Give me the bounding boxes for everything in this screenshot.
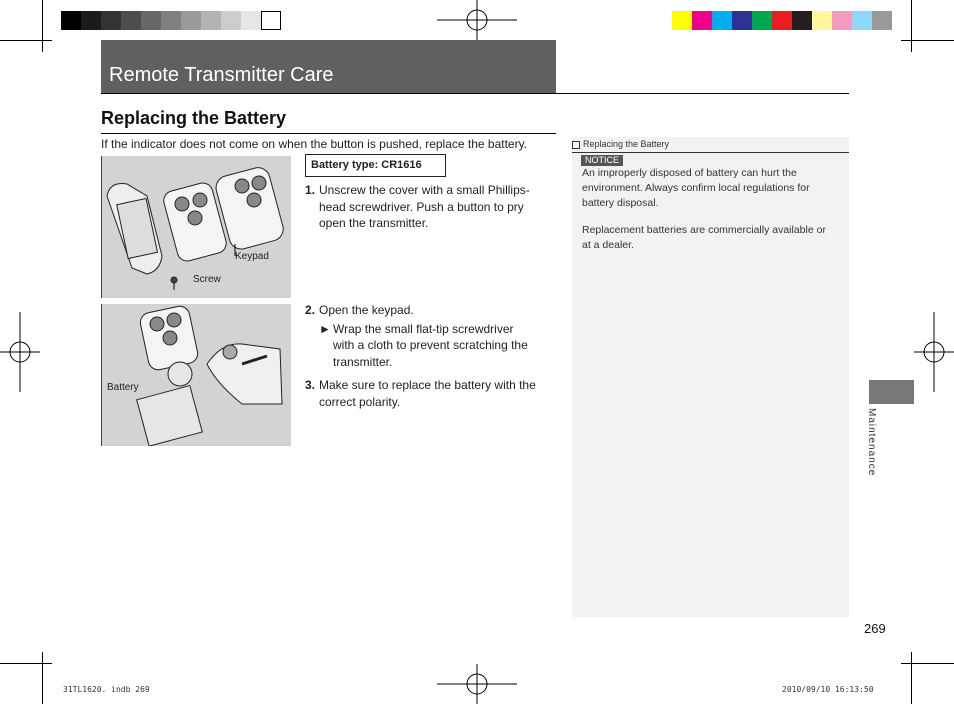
notice-p2-line-2: at a dealer. bbox=[582, 239, 634, 251]
color-swatch-8 bbox=[832, 11, 852, 30]
notice-p2-line-1: Replacement batteries are commercially available or bbox=[582, 224, 826, 236]
gray-swatch-9 bbox=[241, 11, 261, 30]
battery-label: Battery bbox=[107, 382, 139, 393]
gray-swatch-10 bbox=[261, 11, 281, 30]
step-1 bbox=[305, 182, 555, 234]
step-2-line-1: Open the keypad. bbox=[319, 303, 414, 317]
color-swatch-5 bbox=[772, 11, 792, 30]
color-swatch-4 bbox=[752, 11, 772, 30]
step-3-line-1: Make sure to replace the battery with the bbox=[319, 378, 536, 392]
step-2-sub-line-3: transmitter. bbox=[333, 354, 393, 369]
gray-swatch-3 bbox=[121, 11, 141, 30]
page-number: 269 bbox=[864, 621, 886, 636]
page-heading: Replacing the Battery bbox=[101, 108, 287, 128]
notice-p1-line-1: An improperly disposed of battery can hurt the bbox=[582, 167, 797, 179]
sidebar-ref-text: Replacing the Battery bbox=[583, 139, 670, 149]
step-2-number: 2. bbox=[305, 303, 316, 317]
step-1-line-3: open the transmitter. bbox=[319, 216, 429, 230]
keypad-battery-illustration bbox=[102, 304, 291, 446]
gray-swatch-7 bbox=[201, 11, 221, 30]
battery-type: Battery type: CR1616 bbox=[311, 159, 422, 171]
sidebar-rule bbox=[572, 152, 849, 153]
header-rule bbox=[101, 93, 849, 94]
gray-swatch-2 bbox=[101, 11, 121, 30]
color-swatch-10 bbox=[872, 11, 892, 30]
step-1-line-2: head screwdriver. Push a button to pry bbox=[319, 199, 524, 214]
gray-swatch-5 bbox=[161, 11, 181, 30]
chapter-tab bbox=[869, 380, 914, 404]
arrow-icon: ► bbox=[319, 321, 331, 336]
step-1-line-1: Unscrew the cover with a small Phillips- bbox=[319, 183, 530, 197]
sidebar-ref bbox=[572, 139, 669, 149]
notice-p1-line-2: environment. Always confirm local regulations for bbox=[582, 182, 810, 194]
step-2 bbox=[305, 302, 555, 372]
color-swatch-7 bbox=[812, 11, 832, 30]
gray-swatch-8 bbox=[221, 11, 241, 30]
section-title: Remote Transmitter Care bbox=[109, 64, 334, 86]
color-swatch-6 bbox=[792, 11, 812, 30]
gray-swatch-6 bbox=[181, 11, 201, 30]
step-3-number: 3. bbox=[305, 378, 316, 392]
gray-swatch-0 bbox=[61, 11, 81, 30]
intro-text: If the indicator does not come on when the button is pushed, replace the battery. bbox=[101, 137, 528, 151]
screw-label: Screw bbox=[193, 274, 221, 285]
gray-swatch-4 bbox=[141, 11, 161, 30]
footer-datetime: 2010/09/10 16:13:50 bbox=[782, 685, 874, 694]
notice-badge: NOTICE bbox=[581, 155, 623, 166]
notice-p1-line-3: battery disposal. bbox=[582, 197, 659, 209]
chapter-tab-label: Maintenance bbox=[866, 408, 877, 477]
color-swatch-1 bbox=[692, 11, 712, 30]
color-swatch-3 bbox=[732, 11, 752, 30]
step-1-number: 1. bbox=[305, 183, 316, 197]
color-swatch-9 bbox=[852, 11, 872, 30]
step-3 bbox=[305, 377, 555, 411]
step-2-sub-line-1: Wrap the small flat-tip screwdriver bbox=[333, 321, 514, 336]
color-swatch-2 bbox=[712, 11, 732, 30]
battery-type-box bbox=[305, 154, 446, 177]
color-swatch-0 bbox=[672, 11, 692, 30]
heading-rule bbox=[101, 133, 556, 134]
keypad-label: Keypad bbox=[235, 251, 269, 262]
footer-file: 31TL1620. indb 269 bbox=[63, 685, 150, 694]
figure-open-keypad bbox=[101, 304, 291, 446]
gray-swatch-1 bbox=[81, 11, 101, 30]
step-3-line-2: correct polarity. bbox=[319, 394, 401, 409]
reference-icon bbox=[572, 141, 580, 149]
step-2-sub-line-2: with a cloth to prevent scratching the bbox=[333, 338, 528, 352]
